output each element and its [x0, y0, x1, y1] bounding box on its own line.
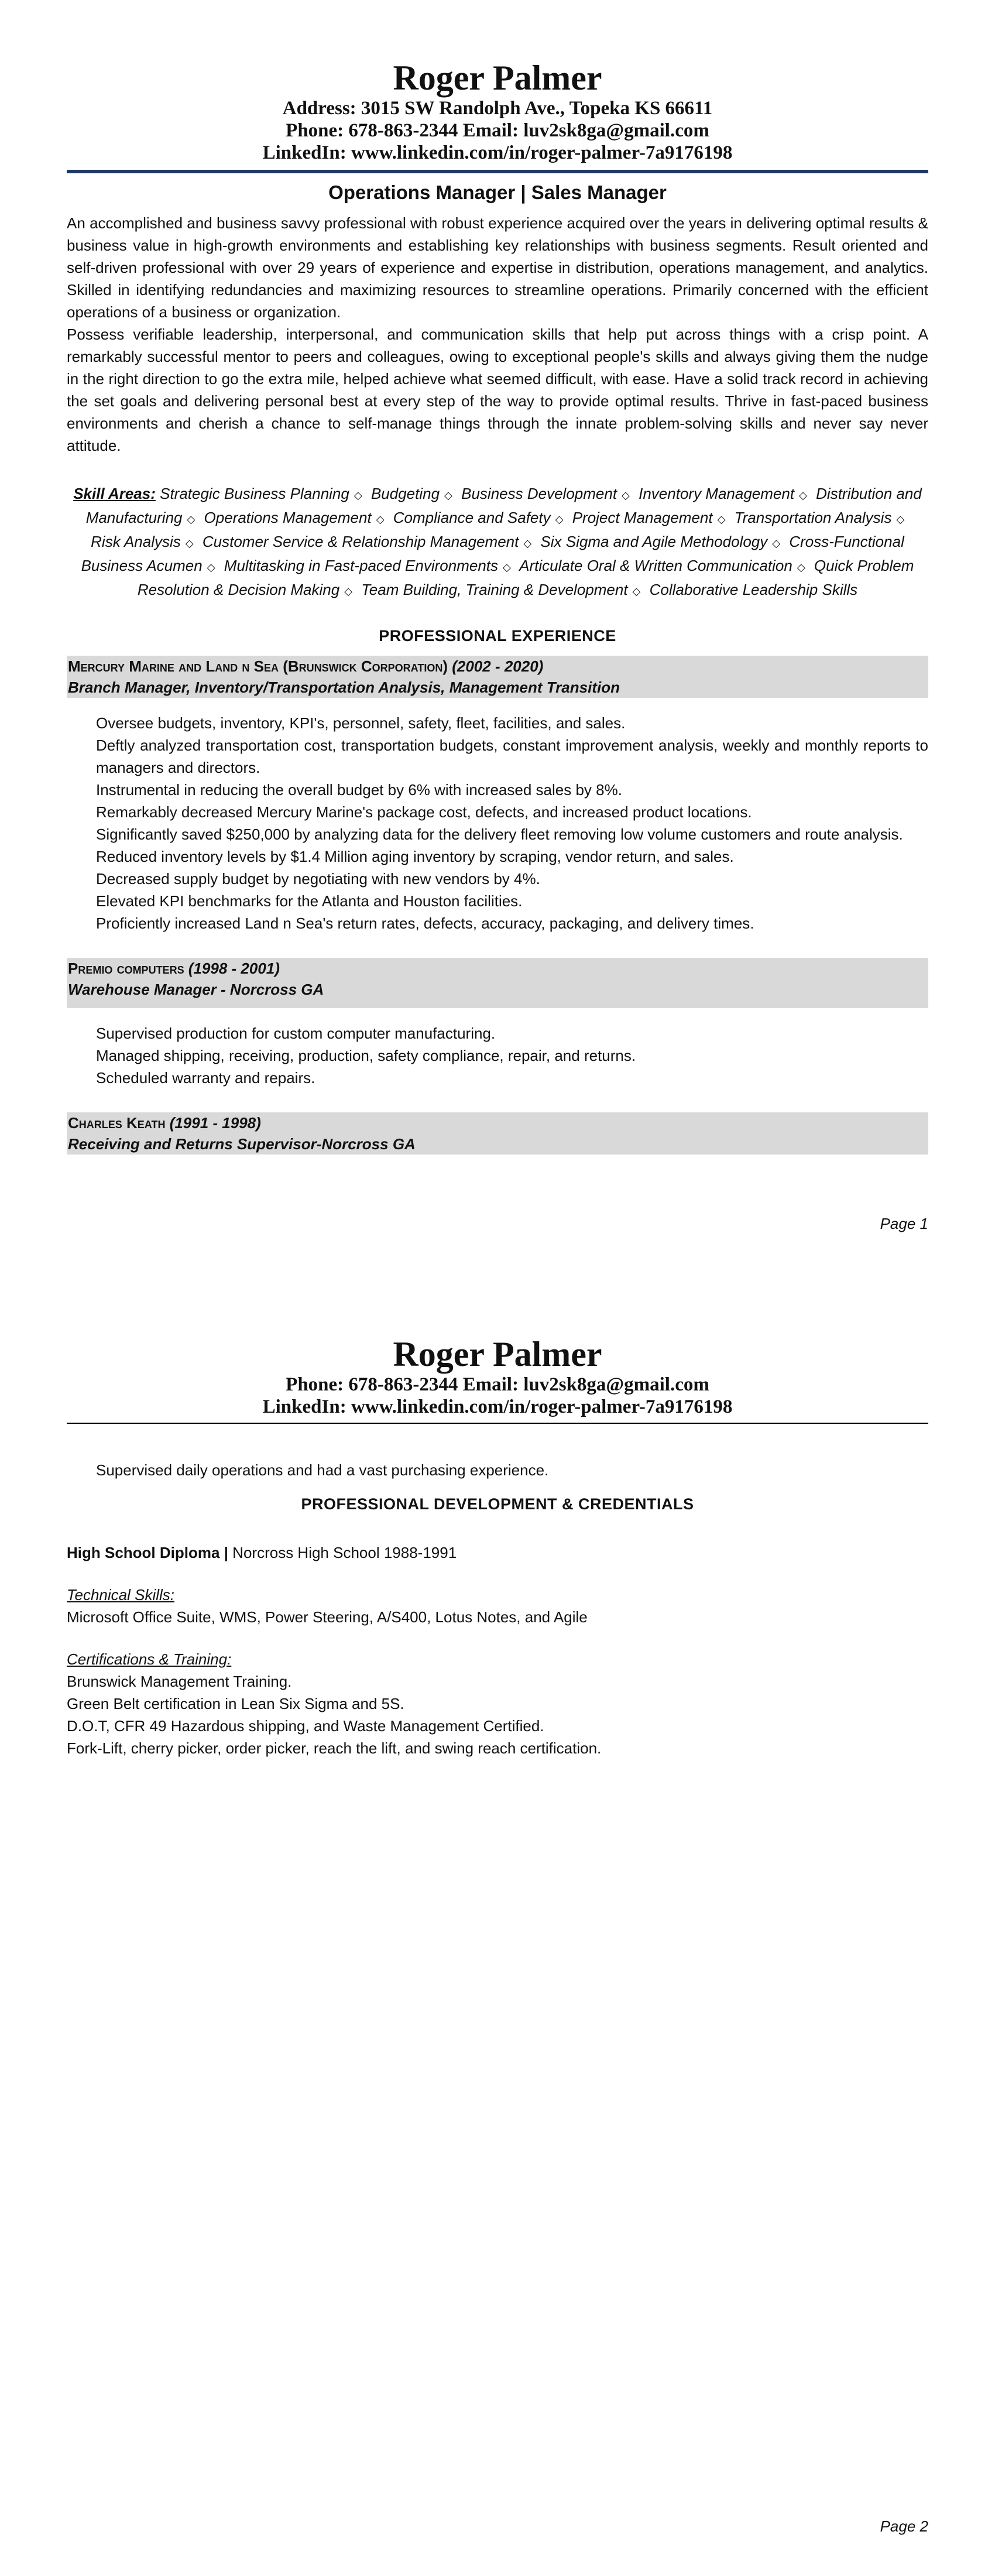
diamond-separator-icon: ◇ — [717, 513, 726, 525]
candidate-name: Roger Palmer — [393, 59, 602, 97]
job-bullet: Supervised production for custom computer manufacturing. — [96, 1025, 496, 1042]
skill-item: Distribution and Manufacturing — [85, 485, 922, 526]
job-dates: (1998 - 2001) — [188, 960, 280, 977]
diamond-separator-icon: ◇ — [444, 489, 452, 501]
job-entry — [67, 958, 928, 1089]
job-bullet: Elevated KPI benchmarks for the Atlanta and Houston facilities. — [96, 892, 523, 910]
job-company-line — [68, 958, 927, 979]
certification-item: Green Belt certification in Lean Six Sigma and 5S. — [67, 1695, 404, 1712]
skill-item: Risk Analysis — [91, 533, 181, 550]
job-bullet: Reduced inventory levels by $1.4 Million aging inventory by scraping, vendor return, and sales. — [96, 848, 734, 865]
address-line: Address: 3015 SW Randolph Ave., Topeka KS 66611 — [282, 98, 713, 119]
job-entry — [67, 1112, 928, 1155]
header-divider — [67, 1423, 928, 1424]
diamond-separator-icon: ◇ — [772, 537, 781, 549]
skill-item: Quick Problem Resolution & Decision Making — [137, 557, 914, 598]
diamond-separator-icon: ◇ — [797, 561, 805, 573]
diamond-separator-icon: ◇ — [185, 537, 194, 549]
skill-item: Team Building, Training & Development — [361, 581, 628, 598]
diamond-separator-icon: ◇ — [632, 585, 641, 597]
job-header — [67, 656, 928, 698]
skill-item: Inventory Management — [639, 485, 795, 502]
diamond-separator-icon: ◇ — [376, 513, 385, 525]
candidate-name: Roger Palmer — [393, 1335, 602, 1373]
job-company-line — [68, 656, 927, 677]
job-dates: (1991 - 1998) — [169, 1114, 261, 1132]
job-company: Premio computers — [68, 960, 184, 977]
job-bullets — [67, 1459, 928, 1481]
job-bullet: Scheduled warranty and repairs. — [96, 1069, 315, 1087]
skill-item: Collaborative Leadership Skills — [649, 581, 858, 598]
linkedin-line: LinkedIn: www.linkedin.com/in/roger-palmer-7a9176198 — [262, 142, 733, 163]
skill-item: Articulate Oral & Written Communication — [519, 557, 792, 574]
header-divider — [67, 170, 928, 173]
experience-section-title: PROFESSIONAL EXPERIENCE — [379, 627, 616, 645]
linkedin-line: LinkedIn: www.linkedin.com/in/roger-palmer-7a9176198 — [262, 1396, 733, 1417]
skill-item: Business Development — [461, 485, 617, 502]
job-header — [67, 958, 928, 1008]
job-role: Warehouse Manager - Norcross GA — [68, 981, 324, 998]
summary-paragraph: An accomplished and business savvy professional with robust experience acquired over the years in delivering optimal results & business value in high-growth environments and establishing key relationships with business segments. Result oriented and self-driven professional with over 29 years of experience and expertise in distribution, operations management, and analytics. Skilled in identifying redundancies and maximizing resources to streamline operations. Primarily concerned with the efficient operations of a business or organization. — [67, 214, 928, 321]
job-bullet: Instrumental in reducing the overall budget by 6% with increased sales by 8%. — [96, 781, 622, 799]
education-school: Norcross High School 1988-1991 — [228, 1544, 457, 1561]
skill-areas — [73, 482, 922, 602]
summary — [67, 212, 928, 457]
diamond-separator-icon: ◇ — [523, 537, 532, 549]
job-dates: (2002 - 2020) — [452, 657, 544, 675]
job-bullet: Remarkably decreased Mercury Marine's package cost, defects, and increased product locations. — [96, 803, 752, 821]
certifications-heading: Certifications & Training: — [67, 1650, 232, 1668]
diamond-separator-icon: ◇ — [207, 561, 215, 573]
job-entry — [67, 656, 928, 934]
job-bullet: Significantly saved $250,000 by analyzing data for the delivery fleet removing low volume customers and route analysis. — [96, 825, 903, 843]
resume-page-2 — [0, 1288, 995, 2576]
job-company: Mercury Marine and Land n Sea (Brunswick Corporation) — [68, 657, 448, 675]
skill-item: Cross-Functional Business Acumen — [81, 533, 904, 574]
diamond-separator-icon: ◇ — [799, 489, 807, 501]
skill-item: Six Sigma and Agile Methodology — [540, 533, 768, 550]
skill-item: Project Management — [572, 509, 713, 526]
job-role: Branch Manager, Inventory/Transportation Analysis, Management Transition — [68, 679, 620, 696]
job-bullets — [67, 712, 928, 934]
skill-item: Compliance and Safety — [393, 509, 551, 526]
phone-email-line: Phone: 678-863-2344 Email: luv2sk8ga@gmail.com — [286, 120, 709, 141]
skill-item: Transportation Analysis — [734, 509, 892, 526]
skill-item: Operations Management — [204, 509, 372, 526]
education-line — [67, 1542, 928, 1564]
diamond-separator-icon: ◇ — [344, 585, 353, 597]
skill-areas-label: Skill Areas: — [73, 485, 156, 502]
job-company-line — [68, 1112, 927, 1133]
technical-skills-text: Microsoft Office Suite, WMS, Power Steering, A/S400, Lotus Notes, and Agile — [67, 1608, 588, 1626]
phone-email-line: Phone: 678-863-2344 Email: luv2sk8ga@gmail.com — [286, 1374, 709, 1395]
education-degree: High School Diploma | — [67, 1544, 228, 1561]
certification-item: Fork-Lift, cherry picker, order picker, reach the lift, and swing reach certification. — [67, 1739, 602, 1757]
job-bullet: Supervised daily operations and had a vast purchasing experience. — [96, 1461, 549, 1479]
job-bullet: Oversee budgets, inventory, KPI's, personnel, safety, fleet, facilities, and sales. — [96, 714, 626, 732]
skill-item: Strategic Business Planning — [160, 485, 349, 502]
diamond-separator-icon: ◇ — [622, 489, 630, 501]
skill-item: Multitasking in Fast-paced Environments — [224, 557, 498, 574]
page-number: Page 1 — [880, 1215, 928, 1232]
skill-item: Customer Service & Relationship Management — [202, 533, 519, 550]
diamond-separator-icon: ◇ — [354, 489, 362, 501]
certification-item: Brunswick Management Training. — [67, 1673, 292, 1690]
skill-item: Budgeting — [370, 485, 440, 502]
summary-paragraph: Possess verifiable leadership, interpersonal, and communication skills that help put across things with a crisp point. A remarkably successful mentor to peers and colleagues, owing to exceptional people's skills and always giving them the nudge in the right direction to go the extra mile, helped achieve what seemed difficult, with ease. Have a solid track record in achieving the set goals and delivering personal best at every step of the way to provide optimal results. Thrive in fast-paced business environments and cherish a chance to self-manage things through the innate problem-solving skills and never say never attitude. — [67, 326, 928, 454]
development-section-title: PROFESSIONAL DEVELOPMENT & CREDENTIALS — [301, 1495, 694, 1513]
job-role: Receiving and Returns Supervisor-Norcross GA — [68, 1135, 416, 1153]
diamond-separator-icon: ◇ — [503, 561, 511, 573]
job-bullets — [67, 1022, 928, 1089]
diamond-separator-icon: ◇ — [187, 513, 195, 525]
job-bullet: Decreased supply budget by negotiating with new vendors by 4%. — [96, 870, 540, 888]
job-company: Charles Keath — [68, 1114, 166, 1132]
technical-skills-heading: Technical Skills: — [67, 1586, 175, 1604]
certification-item: D.O.T, CFR 49 Hazardous shipping, and Waste Management Certified. — [67, 1717, 544, 1735]
page-number: Page 2 — [880, 2517, 928, 2535]
headline: Operations Manager | Sales Manager — [328, 181, 667, 203]
job-header — [67, 1112, 928, 1155]
job-bullet: Managed shipping, receiving, production, safety compliance, repair, and returns. — [96, 1047, 636, 1064]
diamond-separator-icon: ◇ — [896, 513, 905, 525]
job-bullet: Deftly analyzed transportation cost, transportation budgets, constant improvement analysis, weekly and monthly reports to managers and directors. — [96, 737, 928, 776]
diamond-separator-icon: ◇ — [555, 513, 564, 525]
job-bullet: Proficiently increased Land n Sea's return rates, defects, accuracy, packaging, and delivery times. — [96, 914, 754, 932]
